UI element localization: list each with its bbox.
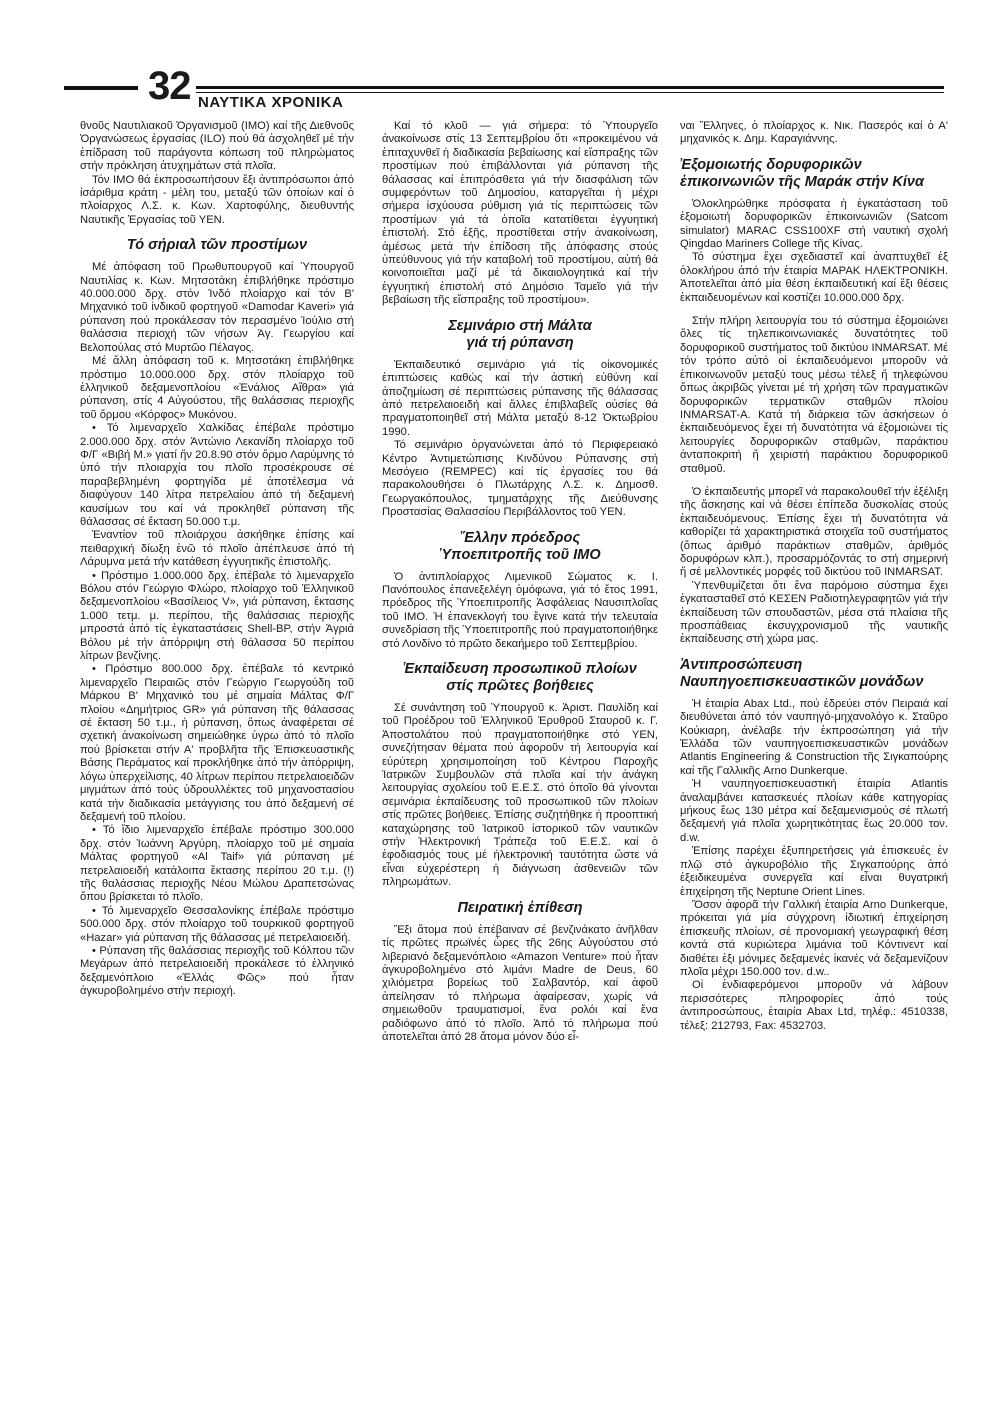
article-text: • Πρόστιμο 1.000.000 δρχ. ἐπέβαλε τό λιμεναρχεῖο Βόλου στόν Γεώργιο Φλώρο, πλοίαρχο τοῦ Ἑλληνικοῦ δεξαμενοπλοίου «Βασίλειος V», γιά ρύπανση, ἔκτασης 1.000 τετμ. μ. περίπου, τῆς θαλάσσιας περιοχῆς μπροστά ἀπό τίς ἐγκαταστάσεις Shell-BP, στήν Ἀγριά Βόλου μέ τήν ἀπόρριψη στή θάλασσα 50 περίπου λίτρων βενζίνης.	[80, 569, 354, 663]
publication-name: ΝΑΥΤΙΚΑ ΧΡΟΝΙΚΑ	[198, 94, 344, 111]
article-heading	[382, 318, 658, 352]
article-text: θνοῦς Ναυτιλιακοῦ Ὀργανισμοῦ (ΙΜΟ) καί τῆς Διεθνοῦς Ὀργανώσεως ἐργασίας (ILO) πού θά ἀσχοληθεῖ μέ τήν ἐπίδραση τοῦ παράγοντα κόπωση τοῦ πληρώματος στήν πρόκληση ἀτυχημάτων στά πλοῖα.	[80, 120, 354, 173]
article-text: Οἱ ἐνδιαφερόμενοι μποροῦν νά λάβουν περισσότερες πληροφορίες ἀπό τούς ἀντιπροσώπους, ἑταιρία Abax Ltd, τηλέφ.: 4510338, τέλεξ: 212793, Fax: 4532703.	[680, 979, 948, 1032]
page-header	[64, 64, 944, 114]
article-heading: Ἀντιπροσώπευση Ναυπηγοεπισκευαστικῶν μονάδων	[680, 656, 924, 690]
article-heading: Τό σήριαλ τῶν προστίμων	[126, 237, 308, 254]
article-text: Ἐκπαιδευτικό σεμινάριο γιά τίς οἰκονομικές ἐπιπτώσεις καθώς καί τήν ἀστική εὐθύνη καί ἀποζημίωση σέ περιπτώσεις ρύπανσης τῆς θάλασσας ἀπό πετρελαιοειδή καί ἄλλες ἐπιβλαβεῖς οὐσίες θά πραγματοποιηθεῖ στή Μάλτα μεταξύ 8-12 Ὀκτωβρίου 1990.	[382, 358, 658, 438]
article-text: Ὁ ἀντιπλοίαρχος Λιμενικοῦ Σώματος κ. Ι. Πανόπουλος ἐπανεξελέγη ὁμόφωνα, γιά τό ἔτος 1991, πρόεδρος τῆς Ὑποεπιτροπῆς Ἀσφάλειας Ναυσιπλοΐας τοῦ IMO. Ἡ ἐπανεκλογή του ἔγινε κατά τήν τελευταία συνεδρίαση τῆς Ὑποεπιτροπῆς πού πραγματοποιήθηκε στό Λονδίνο τό πρῶτο δεκαήμερο τοῦ Σεπτεμβρίου.	[382, 570, 658, 650]
heading-line: Ἐκπαίδευση προσωπικοῦ πλοίων	[403, 661, 637, 677]
article-text: Τόν IMO θά ἐκπροσωπήσουν ἕξι ἀντιπρόσωποι ἀπό ἰσάριθμα κράτη - μέλη του, μεταξύ τῶν ὁποίων καί ὁ πλοίαρχος Λ.Σ. κ. Κων. Χαρτοφύλης, διευθυντής Ναυτικῆς Ἐργασίας τοῦ ΥΕΝ.	[80, 173, 354, 226]
column-2	[382, 120, 658, 1044]
article-text: • Τό ἴδιο λιμεναρχεῖο ἐπέβαλε πρόστιμο 300.000 δρχ. στόν Ἰωάννη Ἀργύρη, πλοίαρχο τοῦ μέ σημαία Μάλτας φορτηγοῦ «Al Taif» γιά ρύπανση μέ πετρελαιοειδή κατάλοιπα ἔκτασης περίπου 20 τ.μ. (!) τῆς θαλάσσιας περιοχῆς Νέου Μώλου Δραπετσώνας ὅπου βρίσκεται τό πλοῖο.	[80, 824, 354, 904]
header-rule-thin	[196, 92, 944, 93]
article-text: Ἡ ναυπηγοεπισκευαστική ἑταιρία Atlantis ἀναλαμβάνει κατασκευές πλοίων κάθε κατηγορίας μήκους ἕως 130 μέτρα καί δεξαμενισμούς σέ πλωτή δεξαμενή γιά πλοῖα χωρητικότητας ἕως 20.000 τον. d.w.	[680, 778, 948, 844]
article-text: Ἡ ἑταιρία Abax Ltd., πού ἑδρεύει στόν Πειραιά καί διευθύνεται ἀπό τόν ναυπηγό-μηχανολόγο κ. Σταῦρο Κούκιαρη, ἀνέλαβε τήν ἐκπροσώπηση γιά τήν Ἑλλάδα τῶν ναυπηγοεπισκευαστικῶν μονάδων Atlantis Engineering & Construction τῆς Σιγκαπούρης καί τῆς Γαλλικῆς Arno Dunkerque.	[680, 697, 948, 777]
article-text: • Τό λιμεναρχεῖο Θεσσαλονίκης ἐπέβαλε πρόστιμο 500.000 δρχ. στόν πλοίαρχο τοῦ τουρκικοῦ φορτηγοῦ «Hazar» γιά ρύπανση τῆς θάλασσας μέ πετρελαιοειδή.	[80, 904, 354, 944]
heading-line: γιά τή ρύπανση	[466, 334, 574, 351]
article-text: Μέ ἀπόφαση τοῦ Πρωθυπουργοῦ καί Ὑπουργοῦ Ναυτιλίας κ. Κων. Μητσοτάκη ἐπιβλήθηκε πρόστιμο 40.000.000 δρχ. στόν Ἰνδό πλοίαρχο καί τόν Β' Μηχανικό τοῦ ἰνδικοῦ φορτηγοῦ «Damodar Kaveri» γιά ρύπανση πού προκάλεσαν τόν περασμένο Ἰούλιο στή θαλάσσια περιοχή τῶν νήσων Ἁγ. Γεωργίου καί Βελοπούλας στό Μυρτῶο Πέλαγος.	[80, 261, 354, 354]
heading-line: Ἕλλην πρόεδρος	[459, 529, 581, 546]
heading-line: στίς πρῶτες βοήθειες	[446, 678, 594, 694]
article-text: Μέ ἄλλη ἀπόφαση τοῦ κ. Μητσοτάκη ἐπιβλήθηκε πρόστιμο 10.000.000 δρχ. στόν πλοίαρχο τοῦ ἑλληνικοῦ δεξαμενοπλοίου «Ἐνάλιος Αἴθρα» γιά ρύπανση, στίς 4 Αὐγούστου, τῆς θαλάσσιας περιοχῆς τοῦ ὅρμου «Κόρφος» Μυκόνου.	[80, 355, 354, 421]
header-rule-thick	[196, 86, 944, 89]
article-text: Καί τό κλοῦ — γιά σήμερα: τό Ὑπουργεῖο ἀνακοίνωσε στίς 13 Σεπτεμβρίου ὅτι «προκειμένου νά ἐπιταχυνθεῖ ἡ διαδικασία βεβαίωσης καί εἴσπραξης τῶν προστίμων πού ἐπιβάλλονται γιά ρύπανση τῆς θάλασσας καί ἐπιπρόσθετα γιά τήν διασφάλιση τῶν συμφερόντων τοῦ Δημοσίου, καταργεῖται ἡ μέχρι σήμερα ἰσχύουσα ρύθμιση γιά τίς περιπτώσεις τῶν προστίμων γιά τά ὁποῖα κατατίθεται ἐγγυητική ἐπιστολή. Στό ἑξῆς, προστίθεται στήν ἀνακοίνωση, ἀμέσως μετά τήν ἐπίδοση τῆς ἀπόφασης στούς ὑπεύθυνους γιά τήν καταβολή τοῦ προστίμου, αὐτή θά κοινοποιεῖται μαζί μέ τά δικαιολογητικά καί τήν ἐγγυητική ἐπιστολή στό Δημόσιο Ταμεῖο γιά τήν βεβαίωση τῆς εἴσπραξης τοῦ προστίμου».	[382, 120, 658, 307]
article-heading	[382, 661, 658, 695]
heading-line: Σεμινάριο στή Μάλτα	[448, 317, 592, 334]
article-text: ναι Ἕλληνες, ὁ πλοίαρχος κ. Νικ. Πασερός καί ὁ Α' μηχανικός κ. Δημ. Καραγιάννης.	[680, 120, 948, 146]
article-text: Ὅσον ἀφορᾶ τήν Γαλλική ἑταιρία Arno Dunkerque, πρόκειται γιά μία σύγχρονη ἰδιωτική ἐπιχείρηση ἐπισκευῆς πλοίων, σέ προνομιακή γεωγραφική θέση κοντά στά κυριώτερα λιμάνια τοῦ Κόντινεντ καί διαθέτει ἐξι μόνιμες δεξαμενές ἱκανές νά δεξαμενίζουν πλοῖα μέχρι 150.000 τον. d.w..	[680, 898, 948, 978]
article-text: • Ρύπανση τῆς θαλάσσιας περιοχῆς τοῦ Κόλπου τῶν Μεγάρων ἀπό πετρελαιοειδή προκάλεσε τό ἑλληνικό δεξαμενόπλοιο «Ἑλλάς Φῶς» πού ἦταν ἀγκυροβολημένο στήν περιοχή.	[80, 944, 354, 998]
article-heading: Ἐξομοιωτής δορυφορικῶν ἐπικοινωνιῶν τῆς Μαράκ στήν Κίνα	[680, 156, 924, 190]
article-text: Ὁ ἐκπαιδευτής μπορεῖ νά παρακολουθεῖ τήν ἐξέλιξη τῆς ἄσκησης καί νά θέσει ἐπίπεδα δυσκολίας στούς ἐκπαιδευόμενους. Ἐπίσης ἔχει τή δυνατότητα νά καθορίζει τά χαρακτηριστικά στοιχεῖα τοῦ συστήματος (ὅπως ἀριθμό παράκτιων σταθμῶν, ἀριθμός δορυφόρων κλπ.), προσαρμόζοντάς το στή σημερινή ἤ σέ μελλοντικές μορφές τοῦ δικτύου τοῦ INMARSAT.	[680, 485, 948, 579]
article-text: • Πρόστιμο 800.000 δρχ. ἐπέβαλε τό κεντρικό λιμεναρχεῖο Πειραιῶς στόν Γεώργιο Γεωργούδη τοῦ Μάρκου Β' Μηχανικό του μέ σημαία Μάλτας Φ/Γ πλοίου «Δημήτριος GR» γιά ρύπανση τῆς θάλασσας σέ ἔκταση 50 τ.μ., ἡ ρύπανση, ὅπως ἀναφέρεται σέ σχετική ἀνακοίνωση σημειώθηκε ὑγρω ἀπό τό πλοῖο πού βρίσκεται στήν Α' προβλῆτα τῆς Ἐπισκευαστικῆς Βάσης Περάματος καί προκλήθηκε ἀπό τήν ἀπόρριψη, λόγω ὑπερχείλισης, 40 λίτρων περίπου πετρελαιοειδῶν μιγμάτων ἀπό τούς ὑδρουλλέκτες τοῦ μηχανοστασίου κατά τήν διαδικασία μετάγγισης του ἀπό δεξαμενή σέ δεξαμενή τοῦ πλοίου.	[80, 663, 354, 823]
article-text: Ἐπίσης παρέχει ἐξυπηρετήσεις γιά ἐπισκευές ἐν πλῷ στό ἀγκυροβόλιο τῆς Σιγκαπούρης ἀπό ἐξειδικευμένα συνεργεῖα καί εἶναι θυγατρική ἐπιχείρηση τῆς Neptune Orient Lines.	[680, 845, 948, 898]
article-text: Στήν πλήρη λειτουργία του τό σύστημα ἐξομοιώνει ὅλες τίς τηλεπικοινωνιακές δυνατότητες τοῦ δορυφορικοῦ συστήματος τοῦ δικτύου INMARSAT. Μέ τόν τρόπο αὐτό οἱ ἐκπαιδευόμενοι μποροῦν νά ἐπικοινωνοῦν μεταξύ τους μέσω τέλεξ ἤ τηλεφώνου ὅπως ἀκριβῶς γίνεται μέ τή χρήση τῶν πραγματικῶν δορυφορικῶν τερματικῶν σταθμῶν πλοίου INMARSAT-A. Κατά τή διάρκεια τῶν ἀσκήσεων ὁ ἐκπαιδευόμενος ἔχει τή δυνατότητα νά ἐξομοιώνει τίς λειτουργίες δορυφορικῶν σταθμῶν, παράκτιου ἀνταποκριτή ἤ χειριστή παράκτιου δορυφορικοῦ σταθμοῦ.	[680, 315, 948, 475]
article-text: • Τό λιμεναρχεῖο Χαλκίδας ἐπέβαλε πρόστιμο 2.000.000 δρχ. στόν Ἀντώνιο Λεκανίδη πλοίαρχο τοῦ Φ/Γ «Βιβή Μ.» γιατί ἤν 20.8.90 στόν ὅρμο Λαρύμνης τό ὑπό τήν πλοιαρχία του πλοῖο προσέκρουσε σέ παραβεβλημένη φορτηγίδα μέ ἀποτέλεσμα νά διαφύγουν 140 λίτρα πετρελαίου ἀπό τή δεξαμενή καυσίμων του καί νά προκληθεῖ ρύπανση τῆς θάλασσας σέ ἔκταση 50.000 τ.μ.	[80, 422, 354, 528]
article-text: Σέ συνάντηση τοῦ Ὑπουργοῦ κ. Ἀριστ. Παυλίδη καί τοῦ Προέδρου τοῦ Ἑλληνικοῦ Ἐρυθροῦ Σταυροῦ κ. Γ. Ἀποστολάτου πού πραγματοποιήθηκε στό ΥΕΝ, συνεζήτησαν θέματα πού ἀφοροῦν τή λειτουργία καί εὐρύτερη χρησιμοποίηση τοῦ Κέντρου Παροχῆς Ἰατρικῶν Συμβουλῶν στά πλοῖα καί τήν ἀνάγκη λειτουργίας σχολείου τοῦ Ε.Ε.Σ. στό ὁποῖο θά γίνονται σεμινάρια ἐκπαίδευσης τοῦ προσωπικοῦ τῶν πλοίων στίς πρῶτες βοήθειες. Ἐπίσης συζητήθηκε ἡ προοπτική καταχώρησης τοῦ Ἰατρικοῦ ἱστορικοῦ τῶν ναυτικῶν στήν Ἠλεκτρονική Τράπεζα τοῦ Ε.Ε.Σ. καί ὁ ἐφοδιασμός τους μέ ἠλεκτρονική ταυτότητα ὥστε νά εἶναι εὐχερέστερη ἡ διάγνωση ἀσθενειῶν τῶν πληρωμάτων.	[382, 702, 658, 889]
article-text: Ὑπενθυμίζεται ὅτι ἕνα παρόμοιο σύστημα ἔχει ἐγκατασταθεῖ στό ΚΕΣΕΝ Ραδιοτηλεγραφητῶν γιά τήν ἐκπαίδευση τῶν σπουδαστῶν, μέσα στά πλαίσια τῆς προσπάθειας ἐκσυγχρονισμοῦ τῆς ναυτικῆς ἐκπαίδευσης στή χώρα μας.	[680, 579, 948, 646]
article-text: Ὁλοκληρώθηκε πρόσφατα ἡ ἐγκατάσταση τοῦ ἐξομοιωτή δορυφορικῶν ἐπικοινωνιῶν (Satcom simulator) MARAC CSS100XF στή ναυτική σχολή Qingdao Mariners College τῆς Κίνας.	[680, 197, 948, 251]
article-text: Τό σύστημα ἔχει σχεδιαστεῖ καί ἀναπτυχθεῖ ἐξ ὁλοκλήρου ἀπό τήν ἑταιρία MAPAK ΗΛΕΚΤΡΟΝΙΚΗ. Ἀποτελεῖται ἀπό μία θέση ἐκπαιδευτική καί ἕξι θέσεις ἐκπαιδευομένων καί κοστίζει 10.000.000 δρχ.	[680, 251, 948, 304]
article-heading	[382, 530, 658, 564]
article-text: Ἕξι ἄτομα πού ἐπέβαιναν σέ βενζινάκατο ἀνῆλθαν τίς πρῶτες πρωϊνές ὧρες τῆς 26ης Αὐγούστου στό λιβεριανό δεξαμενόπλοιο «Amazon Venture» πού ἦταν ἀγκυροβολημένο στό λιμάνι Madre de Deus, 60 χιλιόμετρα βορείως τοῦ Σαλβαντόρ, καί ἀφοῦ ἀπείλησαν τό πλήρωμα ἀφαίρεσαν, χωρίς νά σημειωθοῦν τραυματισμοί, ἕνα ρολόι καί ἕνα ραδιόφωνο ἀπό τό πλοῖο. Ἀπό τό πλήρωμα πού ἀποτελεῖται ἀπό 28 ἄτομα μόνον δύο εἶ-	[382, 923, 658, 1043]
page-number: 32	[148, 64, 191, 108]
article-heading: Πειρατική ἐπίθεση	[457, 899, 583, 916]
column-3	[680, 120, 948, 1033]
column-1	[80, 120, 354, 999]
article-text: Ἐναντίον τοῦ πλοιάρχου ἀσκήθηκε ἐπίσης καί πειθαρχική δίωξη ἐνῶ τό πλοῖο ἀπέπλευσε ἀπό τή Λάρυμνα μετά τήν κατάθεση ἐγγυητικῆς ἐπιστολῆς.	[80, 529, 354, 569]
heading-line: Ὑποεπιτροπῆς τοῦ ΙΜΟ	[439, 546, 601, 563]
header-rule-left	[64, 86, 138, 90]
article-text: Τό σεμινάριο ὀργανώνεται ἀπό τό Περιφερειακό Κέντρο Ἀντιμετώπισης Κινδύνου Ρύπανσης στή Μεσόγειο (REMPEC) καί τίς ἐργασίες του θά παρακολουθήσει ὁ Πλωτάρχης Λ.Σ. κ. Δημοσθ. Γεωργακόπουλος, τμηματάρχης τῆς Διεύθυνσης Προστασίας Θαλασσίου Περιβάλλοντος τοῦ ΥΕΝ.	[382, 439, 658, 519]
